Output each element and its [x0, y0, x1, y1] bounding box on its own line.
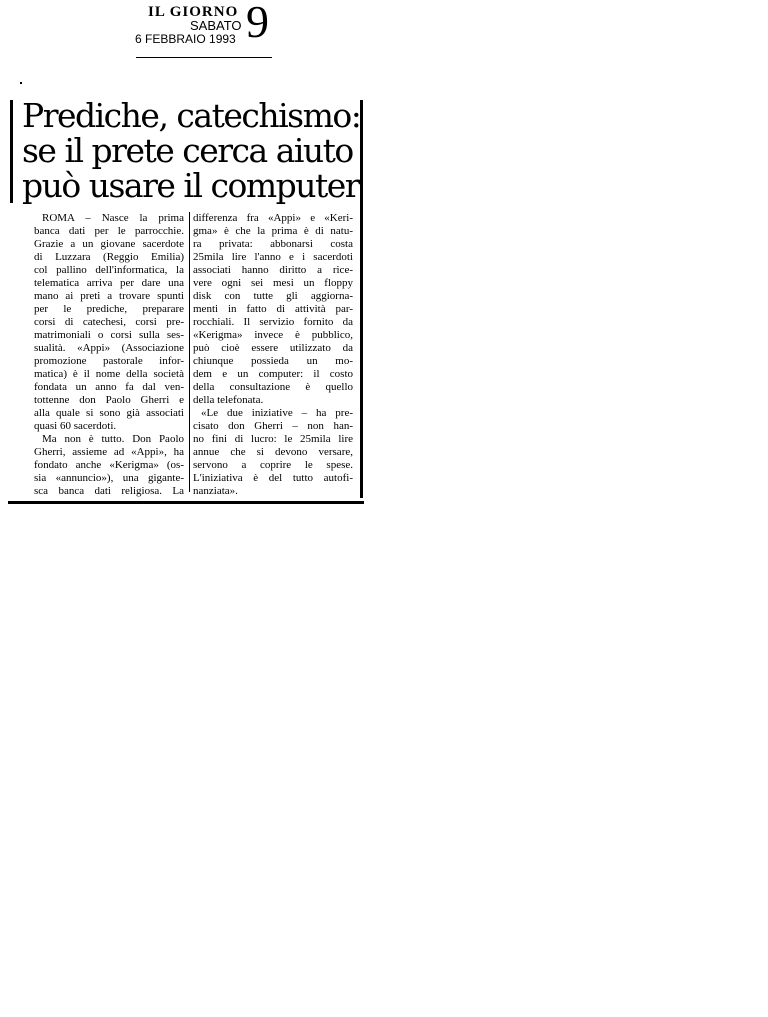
article-text-line: 25mila lire l'anno e i sacerdoti [193, 251, 353, 263]
article-text-line: vere ogni sei mesi un floppy [193, 277, 353, 289]
article-text-line: sualità. «Appi» (Associazione [34, 342, 184, 354]
article-text-line: associati hanno diritto a rice- [193, 264, 353, 276]
article-text-line: nanziata». [193, 485, 238, 497]
article-text-line: promozione pastorale infor- [34, 355, 184, 367]
article-text-line: ra privata: abbonarsi costa [193, 238, 353, 250]
article-text-line: cisato don Gherri – non han- [193, 420, 353, 432]
article-text-line: telematica arriva per dare una [34, 277, 184, 289]
headline-line: può usare il computer [22, 166, 360, 205]
article-text-line: di Luzzara (Reggio Emilia) [34, 251, 184, 263]
article-text-line: servono a coprire le spese. [193, 459, 353, 471]
headline-line: se il prete cerca aiuto [22, 131, 353, 170]
article-text-line: menti in fatto di attività par- [193, 303, 353, 315]
article-text-line: sca banca dati religiosa. La [34, 485, 184, 497]
publication-day: SABATO [190, 18, 242, 33]
article-text-line: no fini di lucro: le 25mila lire [193, 433, 353, 445]
article-text-line: può cioè essere utilizzato da [193, 342, 353, 354]
article-text-line: col pallino dell'informatica, la [34, 264, 184, 276]
headline-line: Prediche, catechismo: [22, 96, 361, 135]
article-text-line: per le prediche, preparare [34, 303, 184, 315]
article-column-2 [193, 212, 353, 498]
article-text-line: ROMA – Nasce la prima [42, 212, 184, 224]
article-clipping [8, 96, 364, 505]
article-text-line: rocchiali. Il servizio fornito da [193, 316, 353, 328]
headline-left-rule [10, 100, 13, 203]
article-text-line: banca dati per le parrocchie. [34, 225, 184, 237]
headline [22, 98, 360, 203]
article-text-line: alla quale si sono già associati [34, 407, 184, 419]
article-text-line: fondata un anno fa dal ven- [34, 381, 184, 393]
article-right-rule [360, 100, 363, 498]
article-bottom-rule [8, 501, 364, 504]
article-text-line: tottenne don Paolo Gherri e [34, 394, 184, 406]
article-text-line: disk con tutte gli aggiorna- [193, 290, 353, 302]
page-number: 9 [246, 0, 269, 47]
article-text-line: sia «annuncio»), una gigante- [34, 472, 184, 484]
column-divider [189, 212, 190, 492]
article-text-line: annue che si devono versare, [193, 446, 353, 458]
article-text-line: fondato anche «Kerigma» (os- [34, 459, 184, 471]
article-text-line: chiunque possieda un mo- [193, 355, 353, 367]
article-text-line: matrimoniali o corsi sulla ses- [34, 329, 184, 341]
article-text-line: quasi 60 sacerdoti. [34, 420, 117, 432]
article-text-line: matica) è il nome della società [34, 368, 184, 380]
article-text-line: «Le due iniziative – ha pre- [201, 407, 353, 419]
article-text-line: Ma non è tutto. Don Paolo [42, 433, 184, 445]
article-text-line: differenza fra «Appi» e «Keri- [193, 212, 353, 224]
article-text-line: dem e un computer: il costo [193, 368, 353, 380]
masthead-rule [136, 57, 272, 58]
article-text-line: gma» è che la prima è di natu- [193, 225, 353, 237]
scan-speck [20, 82, 22, 84]
article-text-line: della telefonata. [193, 394, 264, 406]
article-text-line: Grazie a un giovane sacerdote [34, 238, 184, 250]
article-text-line: Gherri, assieme ad «Appi», ha [34, 446, 184, 458]
article-text-line: mano ai preti a trovare spunti [34, 290, 184, 302]
article-text-line: L'iniziativa è del tutto autofi- [193, 472, 353, 484]
article-text-line: corsi di catechesi, corsi pre- [34, 316, 184, 328]
article-text-line: «Kerigma» invece è pubblico, [193, 329, 353, 341]
masthead [120, 2, 280, 62]
newspaper-name: IL GIORNO [148, 4, 239, 20]
article-column-1 [34, 212, 184, 498]
article-text-line: della consultazione è quello [193, 381, 353, 393]
publication-date: 6 FEBBRAIO 1993 [135, 32, 236, 46]
